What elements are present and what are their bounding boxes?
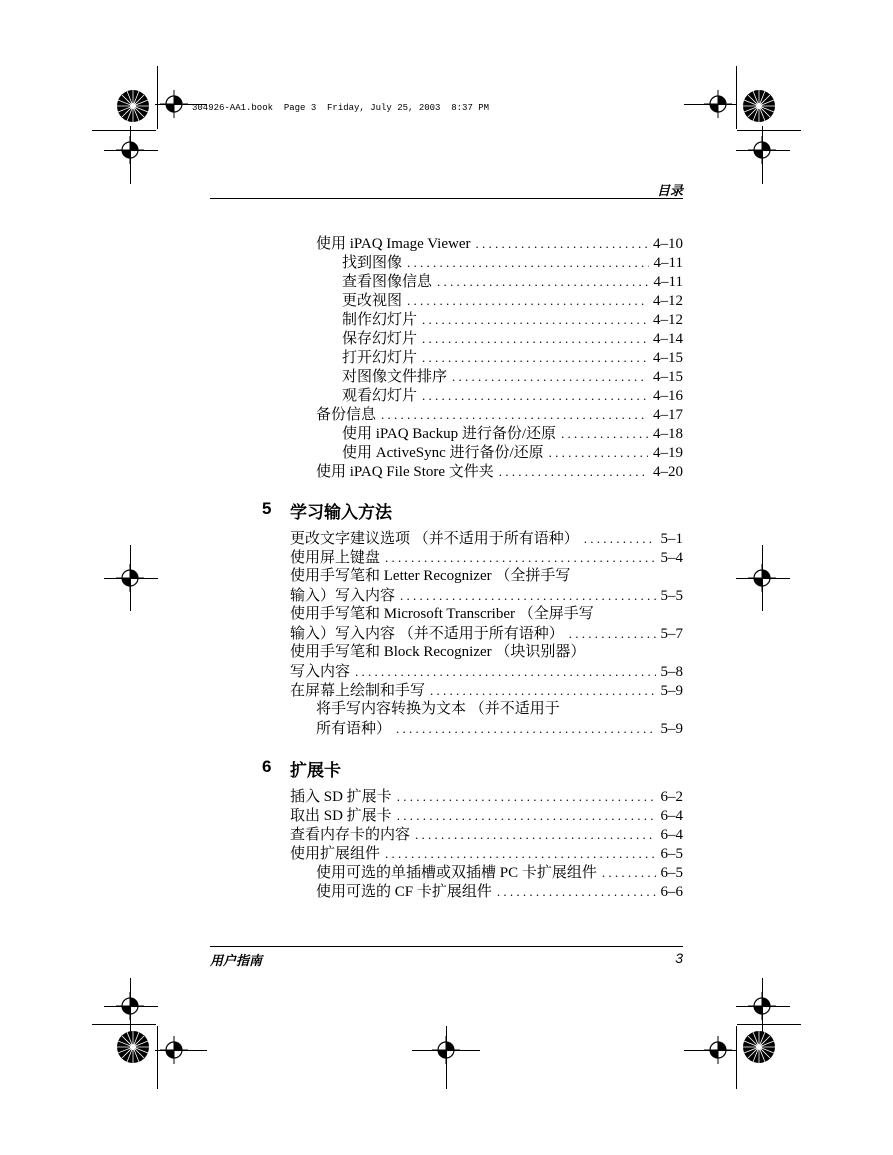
toc-leader (385, 548, 655, 567)
toc-entry-text: 写入内容 (290, 664, 351, 680)
toc-entry-page: 4–17 (653, 407, 683, 423)
crosshair-icon (116, 136, 144, 164)
toc-leader (422, 348, 648, 367)
registration-star-icon (742, 89, 776, 123)
page-header-title: 目录 (656, 183, 683, 198)
toc-entry[interactable] (316, 462, 683, 481)
toc-entry[interactable] (342, 443, 683, 462)
toc-entry-first-line[interactable]: 使用手写笔和 Letter Recognizer （全拼手写 (290, 568, 571, 584)
toc-leader (602, 863, 656, 882)
crosshair-icon (160, 1036, 188, 1064)
toc-entry-text: 使用可选的 CF 卡扩展组件 (316, 884, 492, 900)
crop-line (92, 1024, 156, 1025)
crop-line (92, 130, 156, 131)
toc-entry-page: 5–8 (660, 664, 683, 680)
toc-leader (396, 719, 655, 738)
toc-leader (397, 806, 656, 825)
toc-entry-text: 取出 SD 扩展卡 (290, 808, 392, 824)
toc-entry[interactable] (316, 863, 683, 882)
toc-leader (549, 443, 648, 462)
toc-entry-page: 6–6 (660, 884, 683, 900)
toc-leader (397, 787, 656, 806)
toc-entry-text: 使用屏上键盘 (290, 550, 381, 566)
toc-entry-page: 6–4 (660, 827, 683, 843)
crosshair-icon (160, 90, 188, 118)
toc-leader (381, 405, 648, 424)
toc-entry-page: 4–14 (653, 331, 683, 347)
toc-entry-text: 插入 SD 扩展卡 (290, 789, 392, 805)
crosshair-icon (432, 1036, 460, 1064)
header-rule (210, 198, 683, 199)
crosshair-icon (748, 564, 776, 592)
toc-entry-text: 使用扩展组件 (290, 846, 381, 862)
toc-entry-page: 5–4 (660, 550, 683, 566)
toc-entry-page: 4–12 (653, 312, 683, 328)
registration-star-icon (116, 1030, 150, 1064)
toc-entry-text: 备份信息 (316, 407, 377, 423)
toc-entry-page: 4–16 (653, 388, 683, 404)
toc-entry-page: 6–2 (660, 789, 683, 805)
toc-entry[interactable] (290, 787, 683, 806)
toc-entry-text: 使用可选的单插槽或双插槽 PC 卡扩展组件 (316, 865, 597, 881)
toc-entry-text: 保存幻灯片 (342, 331, 418, 347)
toc-entry-page: 5–9 (660, 721, 683, 737)
print-slug-line: 304926-AA1.book Page 3 Friday, July 25, 2003 8:37 PM (192, 103, 490, 113)
toc-entry-page: 4–11 (653, 274, 683, 290)
toc-entry-page: 5–7 (660, 626, 683, 642)
toc-entry[interactable] (342, 272, 683, 291)
toc-entry[interactable] (290, 844, 683, 863)
toc-leader (499, 462, 648, 481)
toc-entry-text: 更改文字建议选项 （并不适用于所有语种） (290, 531, 579, 547)
toc-entry[interactable] (342, 291, 683, 310)
toc-entry-page: 6–5 (660, 846, 683, 862)
chapter-number: 6 (262, 757, 272, 776)
toc-entry[interactable] (290, 624, 683, 643)
toc-entry[interactable] (290, 681, 683, 700)
toc-leader (407, 253, 649, 272)
crop-line (736, 66, 737, 129)
toc-entry-page: 6–5 (660, 865, 683, 881)
toc-entry-text: 所有语种） (316, 721, 392, 737)
crop-line (737, 130, 801, 131)
toc-leader (476, 234, 649, 253)
toc-entry-page: 5–9 (660, 683, 683, 699)
toc-entry-text: 输入）写入内容 （并不适用于所有语种） (290, 626, 564, 642)
crosshair-icon (116, 992, 144, 1020)
toc-entry-page: 4–15 (653, 369, 683, 385)
toc-leader (452, 367, 648, 386)
toc-entry-page: 4–11 (653, 255, 683, 271)
toc-leader (422, 329, 648, 348)
toc-entry[interactable] (342, 424, 683, 443)
toc-entry-text: 在屏幕上绘制和手写 (290, 683, 426, 699)
toc-leader (422, 310, 648, 329)
crosshair-icon (704, 1036, 732, 1064)
chapter-title[interactable]: 扩展卡 (290, 761, 341, 781)
toc-leader (497, 882, 656, 901)
crosshair-icon (704, 90, 732, 118)
toc-entry-text: 使用 iPAQ Backup 进行备份/还原 (342, 426, 557, 442)
toc-entry-text: 输入）写入内容 (290, 588, 396, 604)
toc-entry-text: 观看幻灯片 (342, 388, 418, 404)
toc-entry-page: 5–5 (660, 588, 683, 604)
chapter-number: 5 (262, 499, 272, 518)
toc-entry[interactable] (342, 253, 683, 272)
toc-entry-page: 5–1 (660, 531, 683, 547)
toc-entry[interactable] (342, 348, 683, 367)
toc-leader (422, 386, 648, 405)
toc-leader (561, 424, 648, 443)
toc-entry[interactable] (316, 882, 683, 901)
registration-star-icon (742, 1030, 776, 1064)
toc-entry[interactable] (342, 367, 683, 386)
toc-entry[interactable] (290, 806, 683, 825)
toc-entry-text: 制作幻灯片 (342, 312, 418, 328)
toc-entry-text: 使用 ActiveSync 进行备份/还原 (342, 445, 544, 461)
toc-entry[interactable] (342, 329, 683, 348)
crop-line (737, 1024, 801, 1025)
toc-entry-page: 4–18 (653, 426, 683, 442)
toc-entry-text: 查看图像信息 (342, 274, 433, 290)
toc-entry-text: 使用 iPAQ Image Viewer (316, 236, 471, 252)
toc-entry-text: 查看内存卡的内容 (290, 827, 411, 843)
toc-entry-first-line[interactable]: 将手写内容转换为文本 （并不适用于 (316, 701, 560, 717)
toc-entry-page: 4–20 (653, 464, 683, 480)
toc-entry-text: 使用 iPAQ File Store 文件夹 (316, 464, 494, 480)
toc-entry-page: 4–15 (653, 350, 683, 366)
toc-leader (584, 529, 656, 548)
toc-entry[interactable] (290, 662, 683, 681)
toc-entry-text: 找到图像 (342, 255, 403, 271)
footer-rule (210, 946, 683, 947)
registration-star-icon (116, 89, 150, 123)
toc-leader (355, 662, 655, 681)
toc-leader (430, 681, 655, 700)
crosshair-icon (116, 564, 144, 592)
toc-entry[interactable] (316, 234, 683, 253)
page-number: 3 (675, 950, 683, 966)
toc-entry[interactable] (290, 825, 683, 844)
toc-leader (400, 586, 655, 605)
crop-line (157, 66, 158, 129)
toc-entry-text: 打开幻灯片 (342, 350, 418, 366)
toc-leader (415, 825, 655, 844)
toc-leader (385, 844, 655, 863)
toc-leader (569, 624, 656, 643)
crosshair-icon (748, 136, 776, 164)
toc-entry-text: 对图像文件排序 (342, 369, 448, 385)
toc-entry[interactable] (316, 405, 683, 424)
toc-entry[interactable] (290, 586, 683, 605)
crosshair-icon (748, 992, 776, 1020)
toc-entry-text: 更改视图 (342, 293, 403, 309)
toc-entry-first-line[interactable]: 使用手写笔和 Microsoft Transcriber （全屏手写 (290, 606, 594, 622)
toc-entry[interactable] (342, 310, 683, 329)
crop-line (736, 1026, 737, 1089)
toc-entry[interactable] (316, 719, 683, 738)
toc-entry[interactable] (342, 386, 683, 405)
toc-entry-page: 4–12 (653, 293, 683, 309)
footer-book-title: 用户指南 (210, 953, 263, 968)
toc-entry-first-line[interactable]: 使用手写笔和 Block Recognizer （块识别器） (290, 644, 586, 660)
toc-leader (407, 291, 648, 310)
toc-entry[interactable] (290, 548, 683, 567)
toc-entry-page: 4–10 (653, 236, 683, 252)
toc-leader (437, 272, 649, 291)
toc-entry[interactable] (290, 529, 683, 548)
toc-entry-page: 4–19 (653, 445, 683, 461)
toc-entry-page: 6–4 (660, 808, 683, 824)
crop-line (157, 1026, 158, 1089)
chapter-title[interactable]: 学习输入方法 (290, 503, 392, 523)
